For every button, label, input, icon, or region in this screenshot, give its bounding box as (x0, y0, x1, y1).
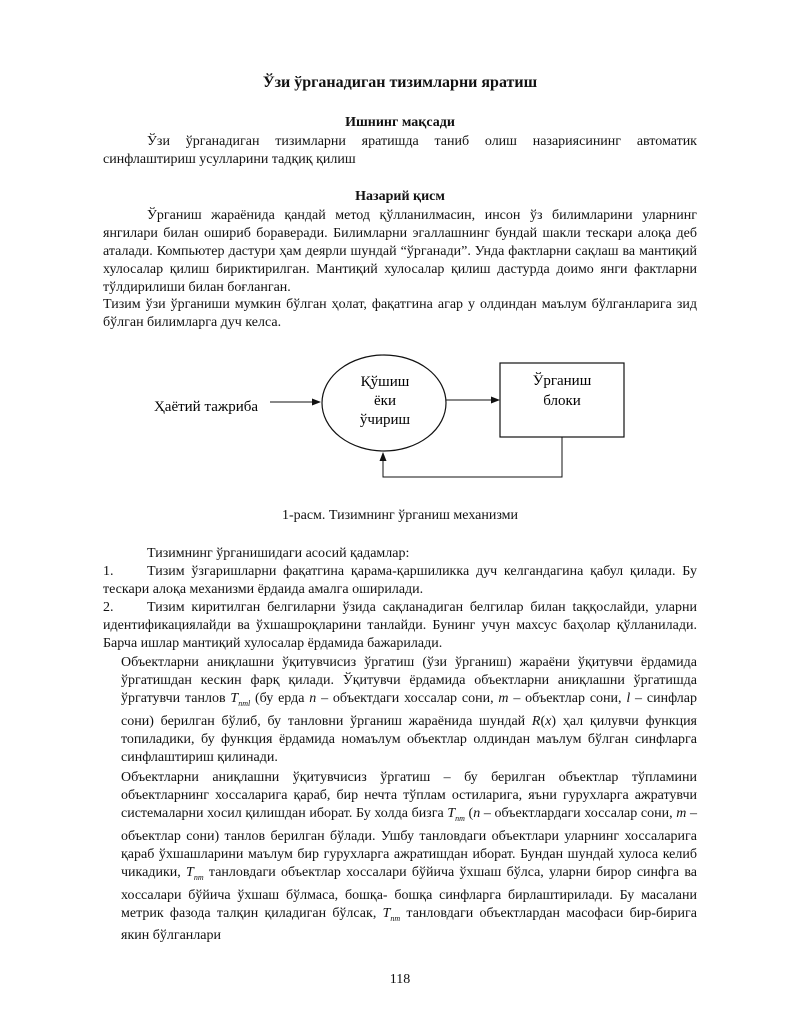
text-span: (бу ерда (250, 691, 310, 706)
box-line-1: Ўрганиш (532, 373, 592, 389)
input-label: Ҳаётий тажриба (153, 399, 259, 415)
symbol-m: m (676, 806, 687, 821)
goal-text: Ўзи ўрганадиган тизимларни яратишда таниб олиш назариясининг автоматик синфлаштириш усулларини тадқиқ қилиш (103, 134, 697, 167)
symbol-T: T (382, 905, 391, 921)
symbol-R: R (531, 713, 541, 729)
steps-intro: Тизимнинг ўрганишидаги асосий қадамлар: (147, 546, 410, 561)
page-number: 118 (389, 972, 411, 987)
heading-goal: Ишнинг мақсади (345, 115, 455, 130)
symbol-m: m (498, 691, 509, 706)
ellipse-line-2: ёки (374, 393, 396, 409)
symbol-x: x (545, 713, 552, 729)
symbol-subscript: nm (193, 872, 204, 882)
paragraph-unsupervised (121, 769, 697, 945)
paragraph-supervised: Объектларни аниқлашни ўқитувчисиз ўргатиш (ўзи ўрганиш) жараёни ўқитувчи ёрдамида ўргатишдан кескин фарқ қилади. Ўқитувчи ёрдамида объектларни аниқлашни ўргатишда ўргатувчи танлов $T_{nml}$ (бу ерда n – объектдаги хоссалар сони, m – объектлар сони, l – синфлар сони) берилган бўлиб, бу танловни ўрганиш жараёнида шундай R(x) ҳал қилувчи функция топиладики, бу функция ёрдамида номаълум объектлар олдиндан маълум бўлган синфларга синфлаштириш қилинади. (121, 655, 698, 765)
ellipse-line-1: Қўшиш (360, 374, 410, 390)
text-span: – объектлар сони) танлов берилган бўлади. Ушбу танловдаги объектлари уларнинг хоссаларига қараб ўхшашларини маълум бир гурухларга ажратишдан иборат. Бундан шундай хулоса келиб чикадики, (121, 806, 698, 880)
theory-paragraph-2: Тизим ўзи ўрганиши мумкин бўлган ҳолат, фақатгина агар у олдиндан маълум бўлганларига зид бўлган билимларга дуч келса. (103, 297, 697, 330)
symbol-T: T (447, 806, 456, 821)
text-span: Объектларни аниқлашни ўқитувчисиз ўргатиш (ўзи ўрганиш) жараёни ўқитувчи ёрдамида ўргатишдан кескин фарқ қилади. Ўқитувчи ёрдамида объектларни аниқлашни ўргатишда ўргатувчи танлов (121, 655, 697, 706)
text-span: – синфлар сони) берилган бўлиб, бу танловни ўрганиш жараёнида шундай (121, 691, 698, 729)
ellipse-line-3: ўчириш (359, 412, 411, 428)
symbol-T: T (230, 691, 239, 706)
step-item-1 (103, 563, 697, 599)
theory-paragraph-1: Ўрганиш жараёнида қандай метод қўлланилмасин, инсон ўз билимларини уларнинг янгилари билан ошириб бораверади. Билимларни эгаллашнинг бундай шакли тескари алоқа деб аталади. Компьютер дастури ҳам деярли шундай “ўрганади”. Унда фактларни сақлаш ва мантиқий хулосалар қилиш бириктирилган. Мантиқий хулосалар қилиш дастурда доимо янги фактларни тўлдирилиши билан боғланган. (103, 208, 697, 295)
text-span: – объектлардаги хоссалар сони, (480, 806, 677, 821)
step-item-2 (103, 599, 697, 653)
symbol-l: l (626, 691, 631, 706)
step-text: Тизим киритилган белгиларни ўзида сақланадиган белгилар билан taққослайди, уларни идентификациялайди ва ўхшашроқларини танлайди. Бунинг учун махсус баҳолар қўлланилади. Барча ишлар мантиқий хулосалар ёрдамида бажарилади. (103, 600, 697, 651)
heading-theory: Назарий қисм (355, 189, 445, 204)
text-span: – объектлар сони, (508, 691, 627, 706)
text-span: ( (464, 806, 474, 821)
text-span: танловдаги объектлар хоссалари бўйича ўхшаш бўлса, уларни бирор синфга ва хоссалари бўйича ўхшаш бўлмаса, бошқа- бошқа синфларга бирлаштирилади. Бу масалани метрик фазода талқин қиладиган бўлсак, (121, 864, 698, 921)
symbol-T: T (186, 864, 194, 880)
step-text: Тизим ўзгаришларни фақатгина қарама-қаршиликка дуч келгандагина қабул қилади. Бу тескари алоқа механизми ёрдаида амалга оширилади. (103, 564, 697, 597)
feedback-arrow (383, 437, 562, 477)
symbol-subscript: nml (238, 698, 251, 708)
box-line-2: блоки (543, 393, 581, 409)
symbol-n: n (309, 691, 317, 706)
text-span: танловдаги объектлардан масофаси бир-бирига якин бўлганлари (121, 905, 698, 944)
figure-caption: 1-расм. Тизимнинг ўрганиш механизми (281, 508, 519, 523)
text-span: Объектларни аниқлашни ўқитувчисиз ўргатиш – бу берилган объектлар тўпламини объектларнинг хоссаларига қараб, бир нечта тўплам остиларига, яъни гурухларга ажратувчи системаларни хосил қилишдан иборат. Бу холда бизга (121, 770, 697, 821)
text-span: – объектдаги хоссалар сони, (316, 691, 499, 706)
step-number: 2. (103, 600, 114, 615)
symbol-subscript: nm (390, 913, 401, 923)
step-number: 1. (103, 564, 114, 579)
symbol-n: n (473, 806, 481, 821)
text-span: ҳал қилувчи функция топиладики, бу функция ёрдамида номаълум объектлар олдиндан маълум бўлган синфларга синфлаштириш қилинади. (121, 713, 697, 765)
symbol-subscript: nm (455, 813, 465, 823)
page-title: Ўзи ўрганадиган тизимларни яратиш (262, 74, 538, 91)
